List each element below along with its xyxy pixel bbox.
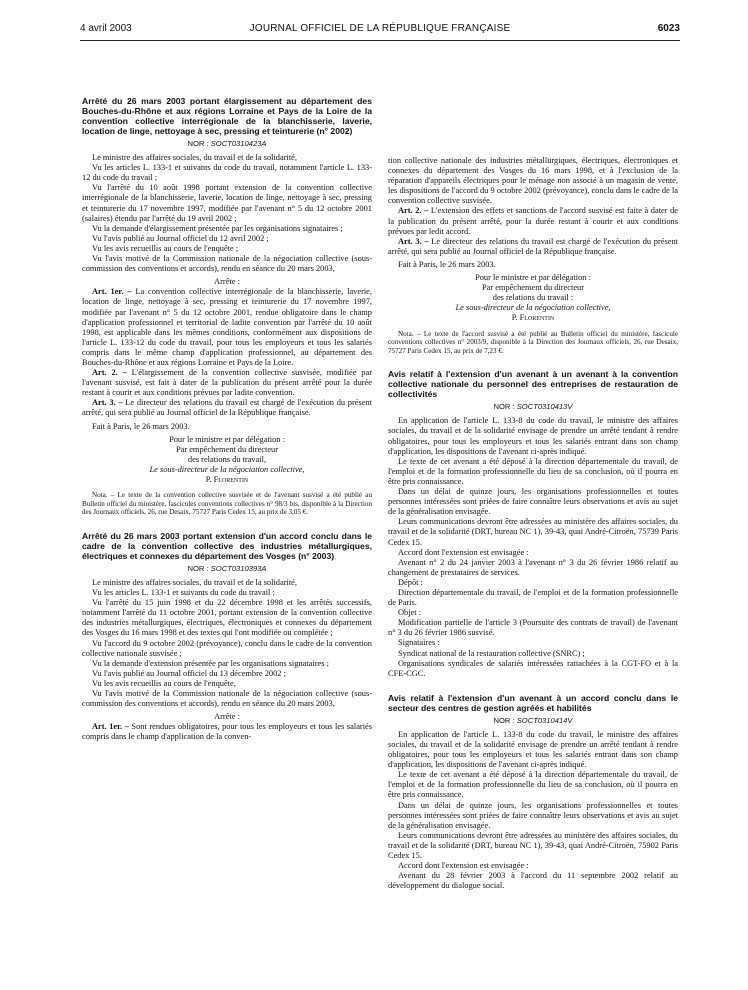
body-paragraph: Vu l'avis publié au Journal officiel du 13 décembre 2002 ; — [92, 668, 286, 678]
body-paragraph: Le texte de cet avenant a été déposé à la direction départementale du travail, de l'emploi et de la formation professionnelle du lieu de sa conclusion, où il pourra en être pris connaissance. — [388, 770, 678, 800]
article-text: L'extension des effets et sanctions de l'accord susvisé est faite à dater de la publication du présent arrêté, pour la durée restant à courir et aux conditions prévues par ledit accord. — [388, 206, 678, 236]
nor-reference — [388, 402, 678, 412]
body-paragraph: Direction départementale du travail, de l'emploi et de la formation professionnelle de Paris. — [388, 587, 678, 608]
signatory-title: Le sous-directeur de la négociation collective, — [455, 303, 611, 313]
body-paragraph: Avenant n° 2 du 24 janvier 2003 à l'avenant n° 3 du 26 février 1986 relatif au changement de prestataires de services. — [388, 557, 678, 577]
body-paragraph: Leurs communications devront être adressées au ministère des affaires sociales, du travail et de la solidarité (DRT, bureau NC 1), 39-43, quai André-Citroën, 75902 Paris Cedex 15. — [388, 830, 678, 861]
nota-note: Nota. – Le texte de l'accord susvisé a été publié au Bulletin officiel du ministère, fascicule conventions collectives n° 2003/9, disponible à la Direction des Journaux officiels, 26, rue Desaix, 75727 Paris Cedex 15, au prix de 7,23 €. — [388, 329, 678, 355]
body-paragraph: Le ministre des affaires sociales, du travail et de la solidarité, — [92, 577, 297, 587]
body-paragraph: Vu la demande d'extension présentée par les organisations signataires ; — [92, 658, 329, 668]
article-text: Le directeur des relations du travail est chargé de l'exécution du présent arrêté, qui sera publié au Journal officiel de la République française. — [82, 398, 372, 418]
body-paragraph: Arrête : — [214, 712, 240, 722]
body-paragraph: Avenant du 28 février 2003 à l'accord du 11 septembre 2002 relatif au développement du dialogue social. — [388, 871, 678, 891]
body-paragraph: En application de l'article L. 133-8 du code du travail, le ministre des affaires sociales, du travail et de la solidarité envisage de prendre un arrêté tendant à rendre obligatoires, pour tous les employeurs et tous les salariés entrant dans son champ d'application, les dispositions de l'avenant ci-après indiqué. — [388, 729, 678, 770]
body-paragraph: Vu l'arrêté du 15 juin 1998 et du 22 décembre 1998 et les arrêtés successifs, notamment l'arrêté du 11 octobre 2001, portant extension de la convention collective des industries métallurgiques, électriques, électroniques et connexes du département des Vosges du 16 mars 1998 et des textes qui l'ont modifiée ou complétée ; — [82, 598, 372, 638]
article-text: Le directeur des relations du travail est chargé de l'exécution du présent arrêté, qui sera publié au Journal officiel de la République française. — [388, 236, 678, 256]
body-paragraph: Vu l'avis publié au Journal officiel du 12 avril 2002 ; — [92, 233, 269, 243]
body-paragraph: Leurs communications devront être adressées au ministère des affaires sociales, du travail et de la solidarité (DRT, bureau NC 1), 39-43, quai André-Citroën, 75739 Paris Cedex 15. — [388, 517, 678, 547]
nor-label: NOR : — [187, 139, 211, 148]
body-paragraph: Vu l'avis motivé de la Commission nationale de la négociation collective (sous-commission des conventions et accords), rendu en séance du 20 mars 2003, — [82, 689, 372, 709]
body-paragraph: Vu les articles L. 133-1 et suivants du code du travail, notamment l'article L. 133-12 du code du travail ; — [82, 163, 372, 183]
nor-reference — [82, 564, 372, 574]
nor-reference — [388, 716, 678, 726]
body-paragraph: Modification partielle de l'article 3 (Poursuite des contrats de travail) de l'avenant n° 3 du 26 février 1986 susvisé. — [388, 618, 678, 638]
nor-label: NOR : — [493, 402, 517, 412]
body-paragraph: Dépôt : — [398, 577, 423, 587]
body-paragraph: des relations du travail, — [187, 454, 267, 464]
body-paragraph: Arrête : — [214, 277, 240, 287]
nor-code: SOCT0310413V — [516, 402, 573, 412]
body-paragraph: Vu l'avis motivé de la Commission nationale de la négociation collective (sous-commission des conventions et accords), rendu en séance du 20 mars 2003, — [82, 254, 372, 274]
body-paragraph: Vu les articles L. 133-1 et suivants du code du travail ; — [92, 588, 275, 598]
body-paragraph: Dans un délai de quinze jours, les organisations professionnelles et toutes personnes intéressées sont priées de faire connaître leurs observations et avis au sujet de la généralisation envisagée. — [388, 487, 678, 517]
article-paragraph — [82, 398, 372, 418]
body-paragraph: tion collective nationale des industries métallurgiques, électriques, électroniques et connexes du département des Vosges du 16 mars 1998, et à l'exclusion de la réparation d'appareils électriques pour le ménage non associé à un magasin de vente, les dispositions de l'accord du 9 octobre 2002 (prévoyance), conclu dans le cadre de la convention collective susvisée. — [388, 156, 678, 206]
body-paragraph: Vu les avis recueillis au cours de l'enquête, — [92, 678, 236, 688]
body-paragraph: Accord dont l'extension est envisagée : — [398, 861, 529, 871]
header-date: 4 avril 2003 — [80, 23, 132, 34]
body-paragraph: Organisations syndicales de salariés intéressées rattachées à la CGT-FO et à la CFE-CGC. — [388, 658, 678, 678]
body-paragraph: Vu la demande d'élargissement présentée par les organisations signataires ; — [92, 223, 343, 233]
article-text: L'élargissement de la convention collective susvisée, modifiée par l'avenant susvisé, est fait à dater de la publication du présent arrêté pour la durée restant à courir et aux conditions prévues par ladite convention. — [82, 368, 373, 398]
body-paragraph: Objet : — [398, 608, 422, 618]
page-header — [80, 22, 680, 36]
body-paragraph: Fait à Paris, le 26 mars 2003. — [398, 259, 496, 269]
nor-code: SOCT0310393A — [210, 563, 267, 573]
body-paragraph: Pour le ministre et par délégation : — [169, 434, 285, 444]
article-label: Art. 2. – — [92, 368, 127, 378]
body-paragraph: des relations du travail : — [492, 293, 574, 303]
article-label: Art. 1er. – — [92, 722, 129, 732]
body-paragraph: Le ministre des affaires sociales, du travail et de la solidarité, — [92, 153, 297, 163]
section-title: Arrêté du 26 mars 2003 portant extension d'un accord conclu dans le cadre de la convention collective des industries métallurgiques, électriques et connexes du département des Vosges (n° 2003) — [82, 530, 372, 561]
article-paragraph — [388, 206, 678, 236]
article-paragraph — [82, 722, 372, 742]
article-label: Art. 2. – — [398, 206, 429, 216]
page-number: 6023 — [657, 23, 680, 34]
body-paragraph: Vu les avis recueillis au cours de l'enquête ; — [92, 243, 239, 253]
article-paragraph — [82, 287, 372, 368]
body-paragraph: Accord dont l'extension est envisagée : — [398, 547, 529, 557]
nor-code: SOCT0310414V — [516, 715, 573, 725]
nota-note: Nota. – Le texte de la convention collective susvisée et de l'avenant susvisé a été publié au Bulletin officiel du ministère, fascicules conventions collectives n° 98/3 bis, disponible à la Direction des Journaux officiels, 26, rue Desaix, 75727 Paris Cedex 15, au prix de 3,05 €. — [82, 491, 372, 517]
body-paragraph: Vu l'arrêté du 10 août 1998 portant extension de la convention collective interrégionale de la blanchisserie, laverie, location de linge, nettoyage à sec, pressing et teinturerie du 17 novembre 1997, modifiée par l'avenant n° 5 du 12 octobre 2001 (salaires) étendu par l'arrêté du 19 avril 2002 ; — [82, 183, 372, 223]
body-paragraph: Signataires : — [398, 638, 440, 648]
left-column — [82, 96, 372, 742]
body-paragraph: Syndicat national de la restauration collective (SNRC) ; — [398, 648, 585, 658]
header-rule — [80, 40, 680, 41]
body-paragraph: Vu l'accord du 9 octobre 2002 (prévoyance), conclu dans le cadre de la convention collective nationale susvisée ; — [82, 638, 372, 658]
section-title: Avis relatif à l'extension d'un avenant à un accord conclu dans le secteur des centres de gestion agréés et habilités — [388, 692, 678, 713]
article-label: Art. 1er. – — [92, 287, 132, 297]
body-paragraph: Par empêchement du directeur — [175, 444, 279, 454]
article-text: La convention collective interrégionale de la blanchisserie, laverie, location de linge, nettoyage à sec, pressing et teinturerie du 17 novembre 1997, modifiée par l'avenant n° 5 du 12 octobre 2001, rendue obligatoire dans le champ d'application professionnel et territorial de ladite convention par l'arrêté du 10 août 1998, est applicable dans les mêmes conditions, conformément aux dispositions de l'article L. 133-12 du code du travail, pour tous les employeurs et tous les salariés compris dans le même champ d'application professionnel, au département des Bouches-du-Rhône et aux régions Lorraine et Pays de la Loire. — [82, 287, 372, 367]
nor-code: SOCT0310423A — [210, 139, 267, 148]
article-text: Sont rendues obligatoires, pour tous les employeurs et tous les salariés compris dans le champ d'application de la conven- — [82, 722, 373, 742]
body-paragraph: Par empêchement du directeur — [481, 283, 585, 293]
journal-title: JOURNAL OFFICIEL DE LA RÉPUBLIQUE FRANÇAISE — [249, 23, 511, 34]
nor-label: NOR : — [187, 563, 211, 573]
signatory-title: Le sous-directeur de la négociation collective, — [149, 464, 305, 474]
body-paragraph: En application de l'article L. 133-8 du code du travail, le ministre des affaires sociales, du travail et de la solidarité envisage de prendre un arrêté tendant à rendre obligatoires, pour tous les employeurs et tous les salariés entrant dans son champ d'application, les dispositions de l'avenant ci-après indiqué. — [388, 416, 678, 456]
section-title: Avis relatif à l'extension d'un avenant à un avenant à la convention collective nationale du personnel des entreprises de restauration de collectivités — [388, 369, 678, 400]
section-title: Arrêté du 26 mars 2003 portant élargissement au département des Bouches-du-Rhône et aux régions Lorraine et Pays de la Loire de la convention collective interrégionale de la blanchisserie, laverie, location de linge, nettoyage à sec, pressing et teinturerie (n° 2002) — [82, 96, 372, 136]
body-paragraph: Fait à Paris, le 26 mars 2003. — [92, 421, 190, 431]
right-column — [388, 156, 678, 891]
nor-reference — [82, 139, 372, 149]
body-paragraph: Pour le ministre et par délégation : — [475, 273, 591, 283]
signature-name: P. Florentin — [511, 313, 555, 323]
article-label: Art. 3. – — [398, 236, 429, 246]
body-paragraph: Le texte de cet avenant a été déposé à la direction départementale du travail, de l'emploi et de la formation professionnelle du lieu de sa conclusion, où il pourra en être pris connaissance. — [388, 456, 678, 486]
signature-name: P. Florentin — [205, 475, 249, 484]
article-paragraph — [388, 237, 678, 257]
nor-label: NOR : — [493, 715, 517, 725]
article-label: Art. 3. – — [92, 398, 123, 408]
body-paragraph: Dans un délai de quinze jours, les organisations professionnelles et toutes personnes intéressées sont priées de faire connaître leurs observations et avis au sujet de la généralisation envisagée. — [388, 800, 678, 830]
article-paragraph — [82, 368, 372, 398]
